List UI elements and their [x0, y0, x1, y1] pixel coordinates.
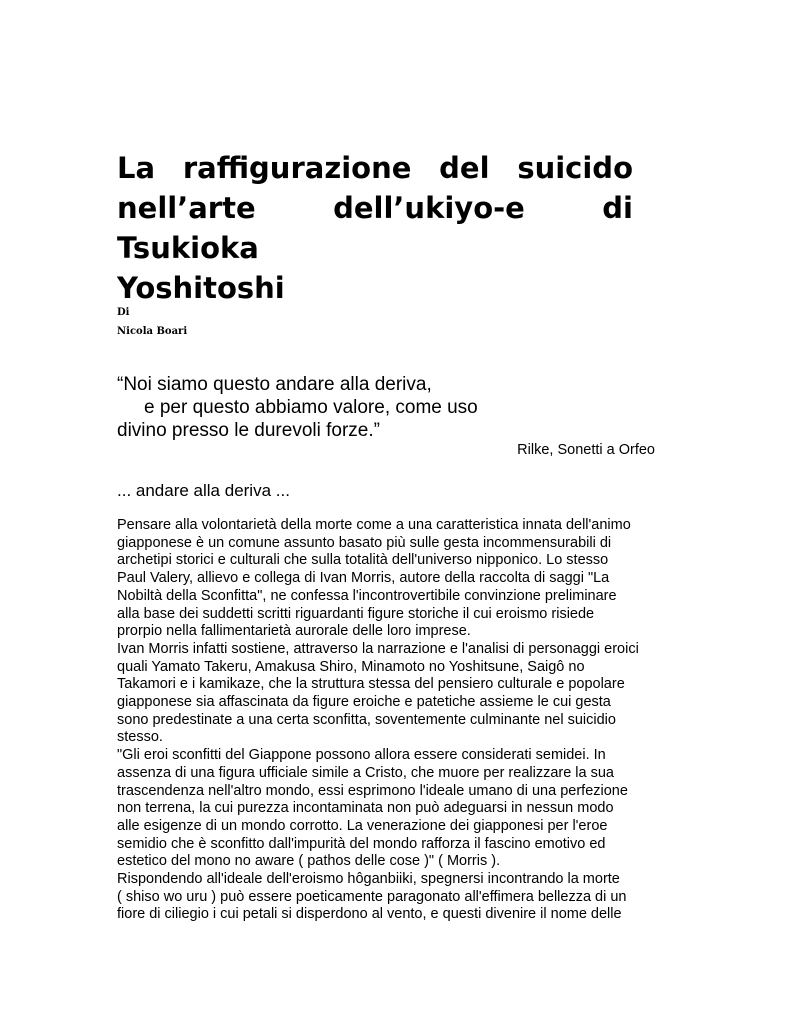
- body-line: quali Yamato Takeru, Amakusa Shiro, Minamoto no Yoshitsune, Saigô no: [117, 658, 585, 675]
- body-line: stesso.: [117, 729, 163, 746]
- body-line: fiore di ciliegio i cui petali si disperdono al vento, e questi divenire il nome delle: [117, 906, 622, 923]
- body-line: giapponese sia affascinata da figure eroiche e patetiche assieme le cui gesta: [117, 694, 611, 711]
- body-line: non terrena, la cui purezza incontaminata non può adeguarsi in nessun modo: [117, 800, 614, 817]
- epigraph-line-3: divino presso le durevoli forze.”: [117, 420, 380, 441]
- epigraph-line-1: “Noi siamo questo andare alla deriva,: [117, 374, 432, 395]
- body-line: trascendenza nell'altro mondo, essi esprimono l'ideale umano di una perfezione: [117, 782, 628, 799]
- body-line: Pensare alla volontarietà della morte come a una caratteristica innata dell'animo: [117, 517, 631, 533]
- body-line: Takamori e i kamikaze, che la struttura stessa del pensiero culturale e popolare: [117, 676, 625, 693]
- body-line: assenza di una figura ufficiale simile a Cristo, che muore per realizzare la sua: [117, 764, 615, 781]
- body-line: Paul Valery, allievo e collega di Ivan Morris, autore della raccolta di saggi "La: [117, 570, 610, 587]
- body-line: "Gli eroi sconfitti del Giappone possono allora essere considerati semidei. In: [117, 747, 606, 764]
- body-line: Rispondendo all'ideale dell'eroismo hôganbiiki, spegnersi incontrando la morte: [117, 871, 620, 888]
- title-line-3: Yoshitoshi: [117, 271, 285, 305]
- body-line: Ivan Morris infatti sostiene, attraverso la narrazione e l'analisi di personaggi eroici: [117, 640, 639, 657]
- body-line: giapponese è un comune assunto basato più sulle gesta incommensurabili di: [117, 534, 612, 551]
- body-line: alle esigenze di un mondo corrotto. La venerazione dei giapponesi per l'eroe: [117, 817, 608, 834]
- document-page: [117, 0, 657, 1024]
- body-paragraphs: [117, 517, 657, 924]
- body-line: alla base dei suddetti scritti riguardanti figure storiche il cui eroismo risiede: [117, 605, 595, 622]
- epigraph-line-2: e per questo abbiamo valore, come uso: [144, 397, 478, 418]
- body-line: prorpio nella fallimentarietà aurorale delle loro imprese.: [117, 623, 471, 640]
- title-line-2: nell’arte dell’ukiyo-e di Tsukioka: [117, 191, 633, 265]
- byline-prefix: Di: [117, 307, 130, 318]
- body-line: sono predestinate a una certa sconfitta, soventemente culminante nel suicidio: [117, 711, 616, 728]
- epigraph-quote: [117, 373, 657, 442]
- body-line: Nobiltà della Sconfitta", ne confessa l'incontrovertibile convinzione preliminare: [117, 587, 617, 604]
- epigraph-source: Rilke, Sonetti a Orfeo: [517, 442, 655, 458]
- body-line: ( shiso wo uru ) può essere poeticamente paragonato all'effimera bellezza di un: [117, 888, 627, 905]
- document-title: [117, 148, 633, 308]
- author-name: Nicola Boari: [117, 326, 188, 337]
- body-line: estetico del mono no aware ( pathos delle cose )" ( Morris ).: [117, 853, 501, 870]
- section-heading: ... andare alla deriva ...: [117, 481, 290, 500]
- body-line: semidio che è sconfitto dall'impurità del mondo rafforza il fascino emotivo ed: [117, 835, 606, 852]
- title-line-1: La raffigurazione del suicido: [117, 151, 633, 185]
- body-line: archetipi storici e culturali che sulla totalità dell'universo nipponico. Lo stesso: [117, 552, 609, 569]
